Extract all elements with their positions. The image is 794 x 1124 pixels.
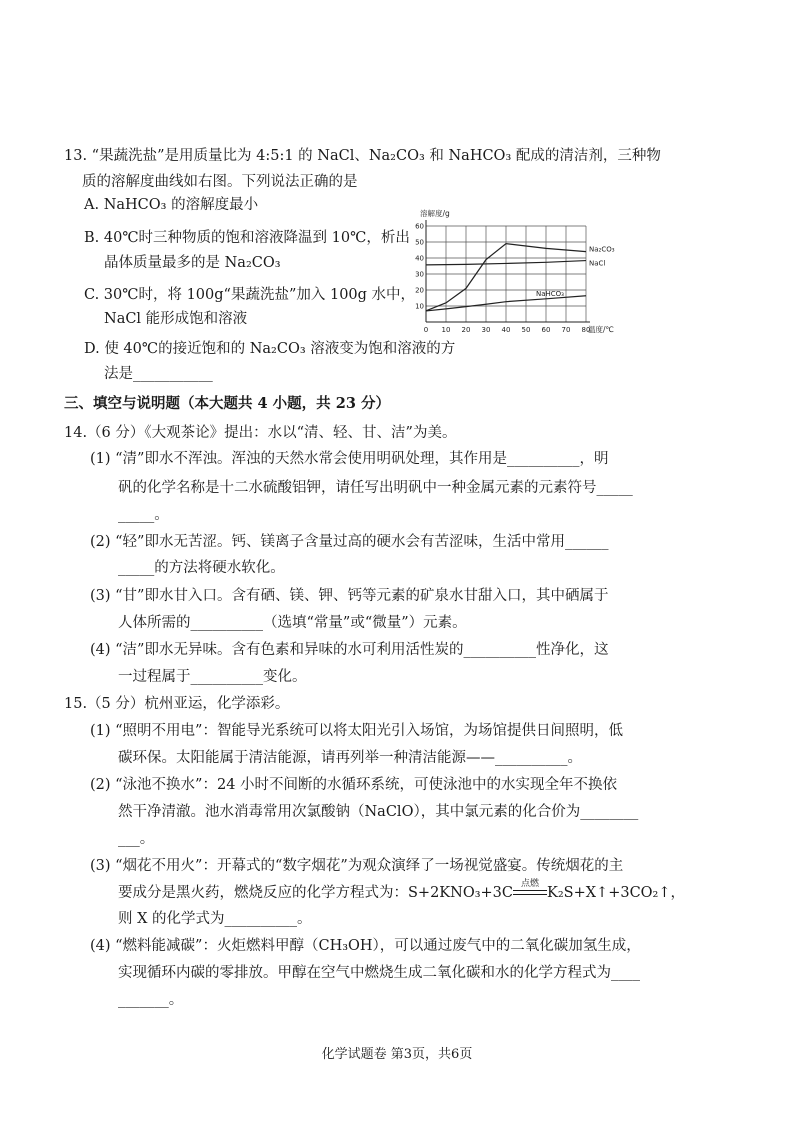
x-tick-label: 20 — [461, 326, 471, 334]
q14-part-1-line-1: (1) “清”即水不浑浊。浑浊的天然水常会使用明矾处理，其作用是__________，明 — [90, 451, 609, 467]
x-tick-label: 30 — [481, 326, 491, 334]
x-tick-label: 10 — [441, 326, 451, 334]
y-tick-label: 10 — [415, 302, 424, 311]
q14-part-4-line-2: 一过程属于__________变化。 — [118, 669, 307, 685]
q13-line-1: 13. “果蔬洗盐”是用质量比为 4:5:1 的 NaCl、Na₂CO₃ 和 NaHCO₃ 配成的清洁剂，三种物 — [64, 148, 661, 164]
q15-part-1-line-1: (1) “照明不用电”：智能导光系统可以将太阳光引入场馆，为场馆提供日间照明，低 — [90, 723, 623, 739]
x-tick-label: 0 — [423, 326, 429, 334]
series-label: NaHCO₃ — [536, 290, 564, 299]
q15-part-3-line-3: 则 X 的化学式为__________。 — [118, 911, 312, 927]
chart-axes — [426, 220, 590, 322]
q15-part-4-line-2: 实现循环内碳的零排放。甲醇在空气中燃烧生成二氧化碳和水的化学方程式为____ — [118, 965, 640, 981]
page-footer: 化学试题卷 第3页，共6页 — [321, 1047, 473, 1062]
series-label: NaCl — [589, 259, 606, 268]
q13-option-b-2: 晶体质量最多的是 Na₂CO₃ — [104, 255, 281, 271]
y-axis-label: 溶解度/g — [420, 209, 450, 218]
x-tick-label: 40 — [501, 326, 511, 334]
y-tick-label: 60 — [415, 222, 424, 231]
x-tick-label: 60 — [541, 326, 551, 334]
y-tick-label: 30 — [415, 270, 424, 279]
equation-reactants: 要成分是黑火药，燃烧反应的化学方程式为：S+2KNO₃+3C — [118, 885, 513, 901]
q13-option-d-2: 法是___________ — [104, 366, 213, 382]
q13-option-c-2: NaCl 能形成饱和溶液 — [104, 311, 248, 327]
q15-part-1-line-2: 碳环保。太阳能属于清洁能源，请再列举一种清洁能源——__________。 — [118, 750, 582, 766]
solubility-chart — [412, 200, 637, 335]
q13-option-b-1: B. 40℃时三种物质的饱和溶液降温到 10℃，析出 — [84, 230, 410, 246]
x-axis-label: 温度/℃ — [588, 325, 614, 334]
q13-option-a: A. NaHCO₃ 的溶解度最小 — [84, 197, 259, 213]
reaction-arrow — [513, 879, 547, 903]
q15-part-3-line-1: (3) “烟花不用火”：开幕式的“数字烟花”为观众演绎了一场视觉盛宴。传统烟花的主 — [90, 858, 624, 874]
q13-option-d-1: D. 使 40℃的接近饱和的 Na₂CO₃ 溶液变为饱和溶液的方 — [84, 341, 456, 357]
q15-part-4-line-1: (4) “燃料能减碳”：火炬燃料甲醇（CH₃OH），可以通过废气中的二氧化碳加氢生成， — [90, 938, 641, 954]
q14-part-1-line-3: _____。 — [118, 507, 169, 523]
y-tick-label: 50 — [415, 238, 424, 247]
q14-part-1-line-2: 矾的化学名称是十二水硫酸铝钾，请任写出明矾中一种金属元素的元素符号_____ — [118, 480, 633, 496]
series-label: Na₂CO₃ — [589, 245, 615, 254]
q14-heading: 14.（6 分）《大观茶论》提出：水以“清、轻、甘、洁”为美。 — [64, 425, 457, 441]
q14-part-2-line-2: _____的方法将硬水软化。 — [118, 560, 285, 576]
q15-part-2-line-1: (2) “泳池不换水”：24 小时不间断的水循环系统，可使泳池中的水实现全年不换依 — [90, 777, 618, 793]
section-3-heading: 三、填空与说明题（本大题共 4 小题，共 23 分） — [64, 395, 390, 412]
equation-products: K₂S+X↑+3CO₂↑， — [547, 885, 686, 901]
y-tick-label: 40 — [415, 254, 424, 263]
q13-line-2: 质的溶解度曲线如右图。下列说法正确的是 — [82, 174, 358, 190]
q14-part-2-line-1: (2) “轻”即水无苦涩。钙、镁离子含量过高的硬水会有苦涩味，生活中常用______ — [90, 534, 609, 550]
x-tick-label: 70 — [561, 326, 571, 334]
chart-labels — [415, 208, 615, 334]
chart-grid — [426, 226, 586, 322]
reaction-equals — [513, 890, 547, 895]
x-tick-label: 80 — [581, 326, 591, 334]
q15-part-2-line-2: 然干净清澈。池水消毒常用次氯酸钠（NaClO），其中氯元素的化合价为________ — [118, 804, 639, 820]
q14-part-4-line-1: (4) “洁”即水无异味。含有色素和异味的水可利用活性炭的__________性净化，这 — [90, 642, 609, 658]
y-tick-label: 20 — [415, 286, 424, 295]
q15-heading: 15.（5 分）杭州亚运，化学添彩。 — [64, 696, 290, 712]
solubility-chart-svg — [412, 200, 637, 335]
reaction-condition: 点燃 — [520, 879, 539, 889]
q15-part-4-line-3: _______。 — [118, 992, 184, 1008]
q14-part-3-line-2: 人体所需的__________（选填“常量”或“微量”）元素。 — [118, 615, 467, 631]
q14-part-3-line-1: (3) “甘”即水甘入口。含有硒、镁、钾、钙等元素的矿泉水甘甜入口，其中硒属于 — [90, 588, 609, 604]
q13-option-c-1: C. 30℃时，将 100g“果蔬洗盐”加入 100g 水中， — [84, 287, 416, 303]
q15-part-3-line-2 — [118, 879, 686, 903]
x-tick-label: 50 — [521, 326, 531, 334]
q15-part-2-line-3: ___。 — [118, 831, 155, 847]
